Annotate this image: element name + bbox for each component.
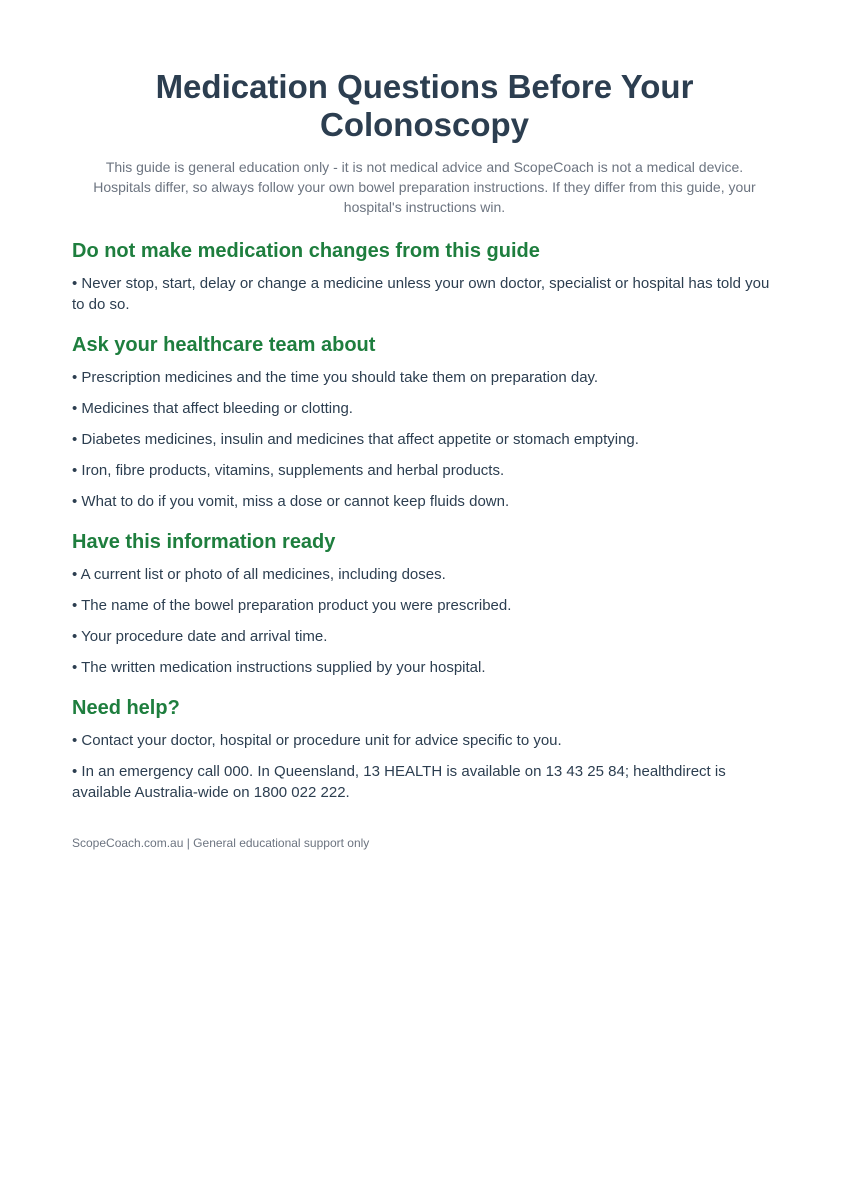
bullet-item: • Diabetes medicines, insulin and medicines that affect appetite or stomach emptying. <box>72 431 639 448</box>
bullet-item: • The name of the bowel preparation product you were prescribed. <box>72 597 512 614</box>
bullet-item: • Contact your doctor, hospital or procedure unit for advice specific to you. <box>72 732 562 749</box>
section-need-help <box>72 696 777 803</box>
bullet-item: • What to do if you vomit, miss a dose or cannot keep fluids down. <box>72 493 510 510</box>
bullet-item: • Your procedure date and arrival time. <box>72 628 328 645</box>
section-ask-healthcare-team <box>72 333 777 512</box>
section-heading: Need help? <box>72 697 180 719</box>
bullet-item: • In an emergency call 000. In Queensland, 13 HEALTH is available on 13 43 25 84; healthdirect is available Australia-wide on 1800 022 222. <box>72 763 726 801</box>
bullet-item: • The written medication instructions supplied by your hospital. <box>72 659 486 676</box>
disclaimer-text: This guide is general education only - it is not medical advice and ScopeCoach is not a medical device. Hospitals differ, so always follow your own bowel preparation instructions. If they differ from this guide, your hospital's instructions win. <box>93 159 756 215</box>
section-information-ready <box>72 530 777 678</box>
section-heading: Do not make medication changes from this guide <box>72 240 540 262</box>
bullet-item: • Iron, fibre products, vitamins, supplements and herbal products. <box>72 462 505 479</box>
page-title: Medication Questions Before Your Colonoscopy <box>155 68 694 143</box>
bullet-item: • Medicines that affect bleeding or clotting. <box>72 400 353 417</box>
bullet-item: • A current list or photo of all medicines, including doses. <box>72 566 446 583</box>
bullet-item: • Never stop, start, delay or change a medicine unless your own doctor, specialist or hospital has told you to do so. <box>72 275 770 313</box>
page-footer: ScopeCoach.com.au | General educational support only <box>72 836 370 850</box>
bullet-item: • Prescription medicines and the time you should take them on preparation day. <box>72 369 599 386</box>
section-heading: Have this information ready <box>72 531 336 553</box>
section-heading: Ask your healthcare team about <box>72 334 376 356</box>
section-medication-changes <box>72 239 777 315</box>
